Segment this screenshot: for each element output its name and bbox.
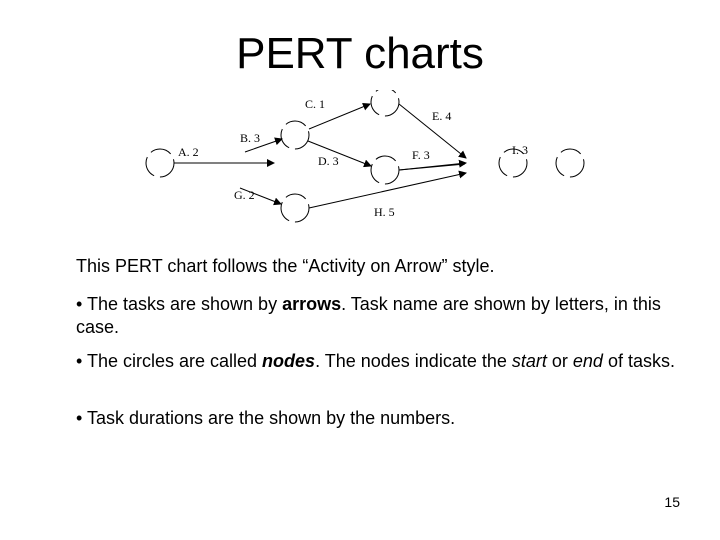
bullet-nodes: • The circles are called nodes. The nodes indicate the start or end of tasks.	[76, 351, 675, 371]
node-after-c-d	[371, 156, 399, 184]
term-arrows: arrows	[282, 294, 342, 314]
intro-paragraph: This PERT chart follows the “Activity on Arrow” style.	[76, 256, 495, 276]
activity-label-i: I. 3	[512, 143, 528, 157]
slide-title: PERT charts	[236, 29, 484, 78]
activity-label-b: B. 3	[240, 131, 261, 145]
activity-label-f: F. 3	[412, 148, 430, 162]
activity-label-d: D. 3	[318, 154, 339, 168]
node-after-a	[281, 121, 309, 149]
node-after-g	[281, 194, 309, 222]
term-nodes: nodes	[262, 351, 316, 371]
bullet-durations: • Task durations are the shown by the numbers.	[76, 408, 456, 428]
activity-label-a: A. 2	[178, 145, 199, 159]
slide-number: 15	[664, 494, 680, 510]
node-after-b	[371, 90, 399, 116]
node-start	[146, 149, 174, 177]
arrow-h	[309, 173, 466, 208]
activity-label-h: H. 5	[374, 205, 395, 219]
bullet-arrows: • The tasks are shown by arrows. Task name are shown by letters, in this case.	[76, 294, 661, 337]
node-end	[556, 149, 584, 177]
activity-label-e: E. 4	[432, 109, 452, 123]
activity-label-c: C. 1	[305, 97, 326, 111]
pert-diagram	[130, 90, 600, 235]
activity-label-g: G. 2	[234, 188, 255, 202]
